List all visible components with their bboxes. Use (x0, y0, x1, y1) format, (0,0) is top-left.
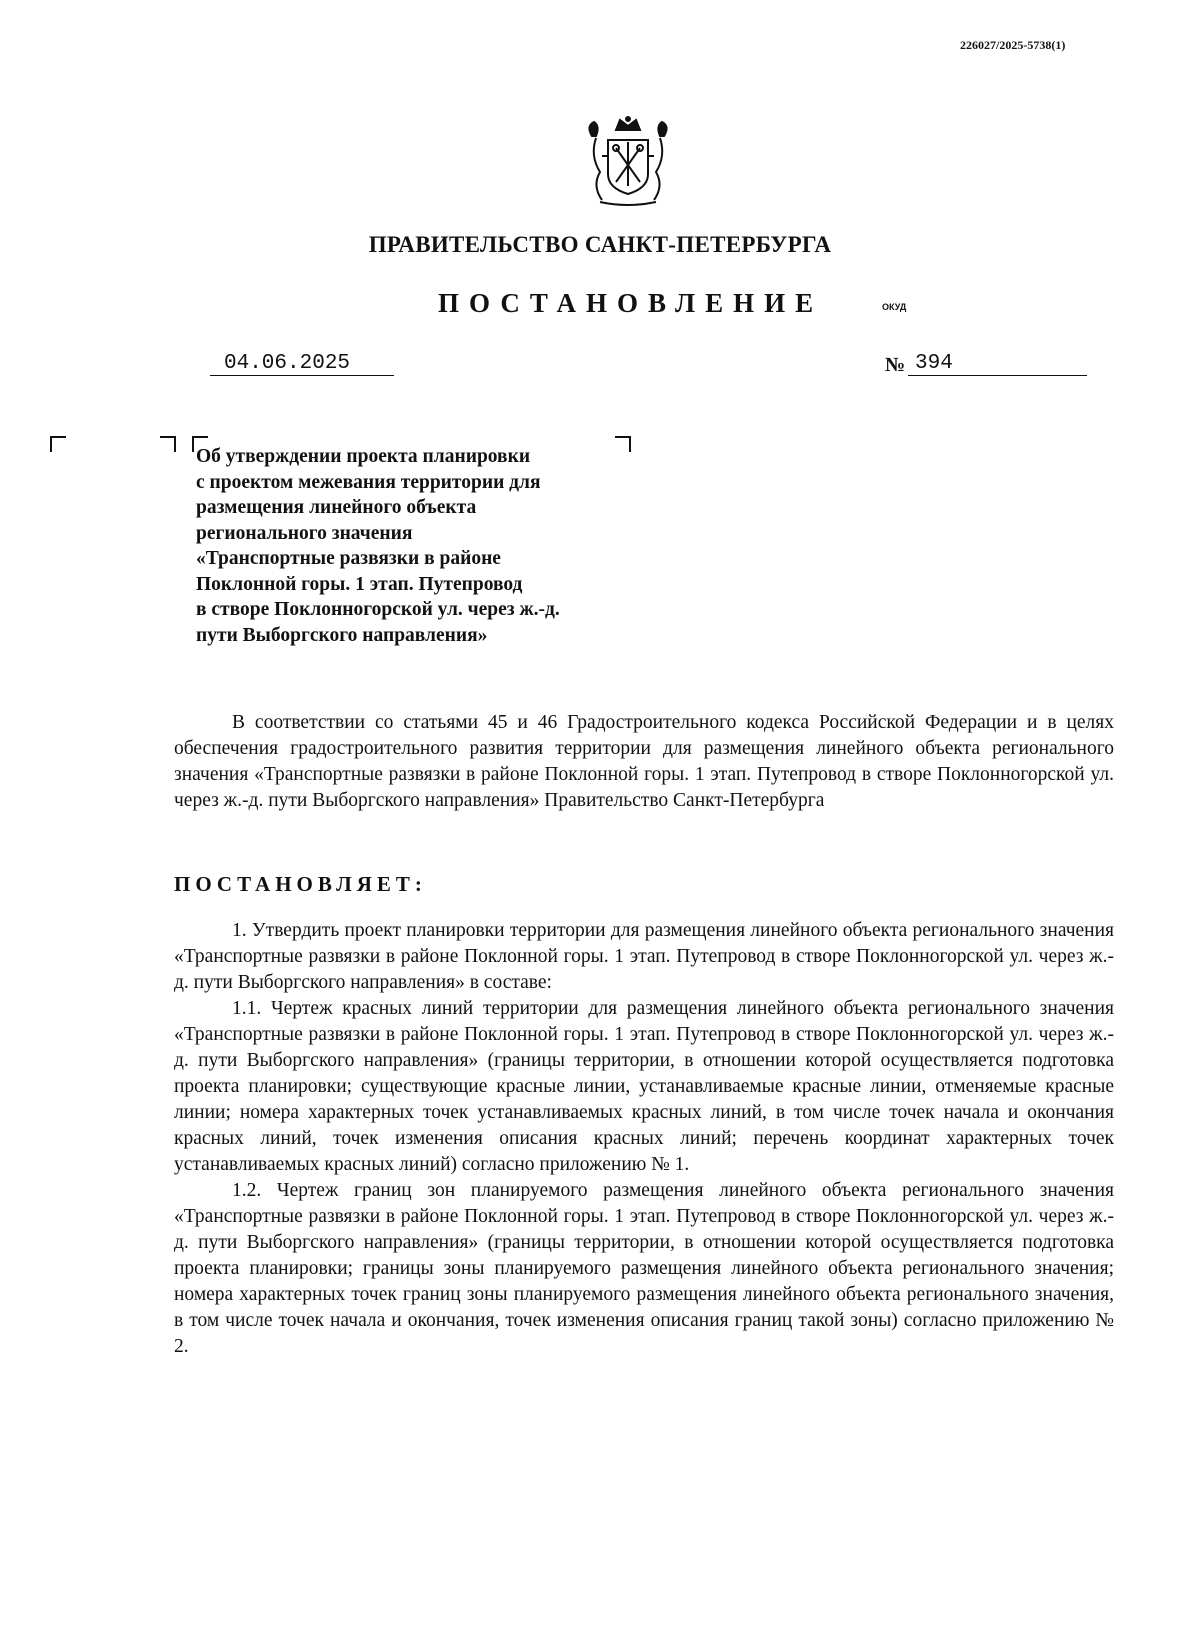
registration-number: 226027/2025-5738(1) (960, 38, 1066, 52)
decree-title (196, 444, 636, 648)
number-label: № (885, 354, 906, 376)
title-line: в створе Поклонногорской ул. через ж.-д. (196, 599, 560, 620)
corner-mark (50, 436, 66, 452)
document-type: ПОСТАНОВЛЕНИЕ (438, 288, 824, 318)
title-line: Поклонной горы. 1 этап. Путепровод (196, 573, 523, 595)
resolves-heading: ПОСТАНОВЛЯЕТ: (174, 872, 427, 896)
preamble (174, 710, 1114, 814)
decree-item: 1. Утвердить проект планировки территории для размещения линейного объекта регионального значения «Транспортные развязки в районе Поклонной горы. 1 этап. Путепровод в створе Поклонногорской ул. через ж.-д. пути Выборгского направления» в составе: (174, 920, 1114, 993)
government-name: ПРАВИТЕЛЬСТВО САНКТ-ПЕТЕРБУРГА (368, 232, 832, 257)
corner-mark (160, 436, 176, 452)
decree-item: 1.2. Чертеж границ зон планируемого размещения линейного объекта регионального значения «Транспортные развязки в районе Поклонной горы. 1 этап. Путепровод в створе Поклонногорской ул. через ж.-д. пути Выборгского направления» (границы территории, в отношении которой осуществляется подготовка проекта планировки; границы зоны планируемого размещения линейного объекта регионального значения; номера характерных точек границ зоны планируемого размещения линейного объекта регионального значения, в том числе точек начала и окончания, точек изменения описания границ такой зоны) согласно приложению № 2. (174, 1180, 1114, 1357)
coat-of-arms-icon (578, 116, 678, 208)
title-line: Об утверждении проекта планировки (196, 446, 531, 467)
title-line: размещения линейного объекта (196, 497, 477, 518)
decree-item: 1.1. Чертеж красных линий территории для размещения линейного объекта регионального значения «Транспортные развязки в районе Поклонной горы. 1 этап. Путепровод в створе Поклонногорской ул. через ж.-д. пути Выборгского направления» (границы территории, в отношении которой осуществляется подготовка проекта планировки; существующие красные линии, устанавливаемые красные линии, отменяемые красные линии; номера характерных точек устанавливаемых красных линий, в том числе точек начала и окончания красных линий, точек изменения описания красных линий; перечень координат характерных точек устанавливаемых красных линий) согласно приложению № 1. (174, 998, 1114, 1175)
title-line: пути Выборгского направления» (196, 624, 488, 646)
preamble-paragraph: В соответствии со статьями 45 и 46 Градостроительного кодекса Российской Федерации и в целях обеспечения градостроительного развития территории для размещения линейного объекта регионального значения «Транспортные развязки в районе Поклонной горы. 1 этап. Путепровод в створе Поклонногорской ул. через ж.-д. пути Выборгского направления» Правительство Санкт-Петербурга (174, 712, 1114, 811)
title-line: регионального значения (196, 522, 413, 544)
okud-label: ОКУД (882, 302, 907, 312)
decree-date: 04.06.2025 (210, 352, 394, 376)
decree-number: 394 (908, 352, 1087, 376)
title-line: с проектом межевания территории для (196, 471, 541, 493)
title-line: «Транспортные развязки в районе (196, 548, 501, 569)
decree-items (174, 918, 1114, 1360)
